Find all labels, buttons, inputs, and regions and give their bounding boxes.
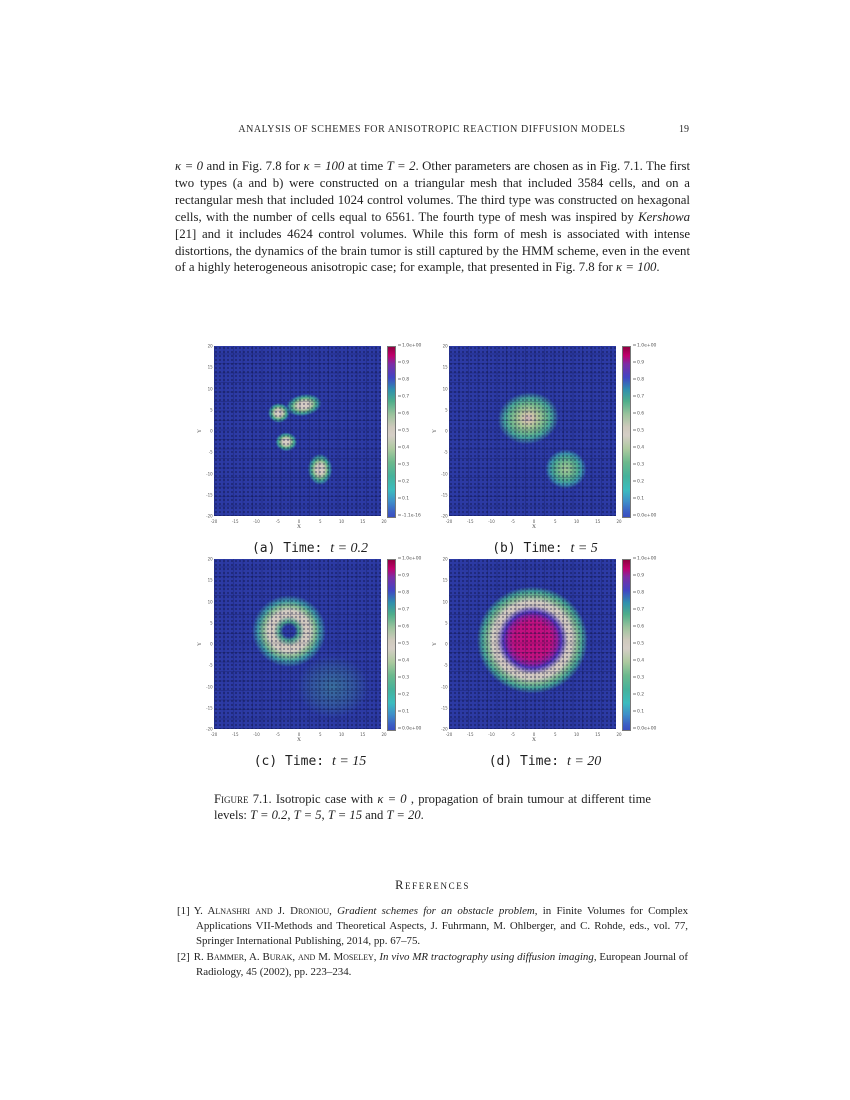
tumor-density-blobs: [214, 346, 381, 516]
inline-math: T = 2: [386, 159, 416, 173]
density-blob: [492, 386, 564, 450]
subfigure-caption: [431, 539, 659, 557]
running-head: [175, 124, 689, 135]
subcaption-prefix: (d) Time:: [488, 754, 567, 769]
body-paragraph: [175, 158, 690, 276]
figure-caption: [214, 791, 651, 824]
inline-math: T = 20: [386, 808, 421, 823]
subfigure-caption: [196, 539, 424, 557]
subcaption-math: t = 5: [570, 541, 598, 556]
colorbar: [622, 343, 659, 519]
heatmap-plot: [214, 346, 381, 516]
colorbar-gradient: [622, 346, 631, 518]
page-number: 19: [679, 124, 689, 135]
density-blob: [307, 453, 333, 485]
body-text: . Other parameters are chosen as in Fig. 7.1. The first two types (a and b) were constructed on a triangular mesh that included 3584 cells, and on a rectangular mesh that included 1024 control volumes. The third type was constructed on hexagonal cells, with the number of cells equal to 6561. The fourth type of mesh was inspired by: [175, 159, 691, 224]
italic-text: Kershowa: [638, 209, 690, 224]
x-axis-ticks: -20 -15 -10 -5 0 5 10 15 20: [445, 519, 622, 524]
reference-entry: [177, 950, 688, 980]
density-blob: [544, 449, 587, 490]
caption-text: and: [362, 808, 387, 823]
subcaption-prefix: (c) Time:: [253, 754, 332, 769]
colorbar-tick-labels: 1.0e+00 0.9 0.8 0.7 0.6 0.5 0.4 0.3 0.2 0.1 0.0e+00: [396, 559, 424, 729]
caption-text: ,: [321, 808, 328, 823]
density-blob: [251, 594, 328, 669]
inline-math: T = 15: [327, 808, 362, 823]
density-blob: [477, 586, 587, 693]
subcaption-prefix: (a) Time:: [251, 541, 331, 556]
y-axis-label: Y: [431, 642, 438, 646]
subcaption-math: t = 0.2: [330, 541, 369, 556]
x-axis-label: X: [297, 737, 301, 743]
references-heading: References: [395, 878, 470, 892]
body-text: and in Fig. 7.8 for: [203, 159, 304, 173]
heatmap-plot: [449, 559, 616, 729]
colorbar: [622, 556, 659, 732]
y-axis-ticks: 20 15 10 5 0 -5 -10 -15 -20: [441, 556, 448, 732]
body-text: at time: [344, 159, 387, 173]
reference-details: , in Finite Volumes for Complex Applications VII-Methods and Theoretical Aspects, J. Fuhrmann, M. Ohlberger, and C. Rohde, eds., vol. 77, Springer International Publishing, 2014, pp. 67–75.: [196, 905, 689, 947]
reference-number: [2]: [177, 950, 190, 963]
caption-text: Isotropic case with: [271, 792, 378, 806]
caption-text: ,: [287, 808, 294, 823]
colorbar-gradient: [622, 559, 631, 731]
subfigure-caption: [431, 752, 659, 770]
inline-math: κ = 100: [303, 159, 345, 173]
reference-number: [1]: [177, 905, 190, 917]
reference-authors: R. Bammer, A. Burak, and M. Moseley,: [193, 950, 380, 963]
colorbar-tick-labels: 1.0e+00 0.9 0.8 0.7 0.6 0.5 0.4 0.3 0.2 0.1 0.0e+00: [631, 559, 659, 729]
x-axis-ticks: -20 -15 -10 -5 0 5 10 15 20: [210, 519, 387, 524]
subfigure-c: [196, 556, 424, 770]
inline-math: κ = 0: [377, 792, 407, 806]
subcaption-prefix: (b) Time:: [492, 541, 571, 556]
tumor-density-blobs: [214, 559, 381, 729]
inline-math: κ = 0: [175, 159, 204, 173]
y-axis-label: Y: [431, 429, 438, 433]
caption-text: .: [420, 808, 424, 823]
subfigure-d: [431, 556, 659, 770]
x-axis-ticks: -20 -15 -10 -5 0 5 10 15 20: [445, 732, 622, 737]
inline-math: T = 0.2: [250, 808, 288, 823]
x-axis-label: X: [297, 524, 301, 530]
caption-text: , propagation of brain tumour at different time levels:: [214, 792, 651, 823]
body-text: [21] and it includes 4624 control volumes. While this form of mesh is associated with intense distortions, the dynamics of the brain tumor is still captured by the HMM scheme, even in the event of a highly heterogeneous anisotropic case; for example, that presented in Fig. 7.8 for: [175, 226, 690, 275]
y-axis-ticks: 20 15 10 5 0 -5 -10 -15 -20: [206, 556, 213, 732]
reference-entry: [177, 904, 688, 949]
heatmap-plot: [449, 346, 616, 516]
x-axis-ticks: -20 -15 -10 -5 0 5 10 15 20: [210, 732, 387, 737]
x-axis-label: X: [532, 524, 536, 530]
y-axis-label: Y: [196, 642, 203, 646]
density-blob: [267, 402, 290, 423]
y-axis-ticks: 20 15 10 5 0 -5 -10 -15 -20: [206, 343, 213, 519]
reference-authors: Y. Alnashri and J. Droniou,: [193, 905, 338, 917]
reference-title: Gradient schemes for an obstacle problem: [337, 905, 535, 917]
subcaption-math: t = 15: [331, 754, 367, 769]
subfigure-b: [431, 343, 659, 557]
reference-details: , European Journal of Radiology, 45 (2002), pp. 223–234.: [196, 950, 688, 978]
tumor-density-blobs: [449, 559, 616, 729]
density-blob: [275, 432, 298, 452]
references-section: [177, 878, 688, 981]
colorbar-tick-labels: 1.0e+00 0.9 0.8 0.7 0.6 0.5 0.4 0.3 0.2 0.1 -1.1e-16: [396, 346, 424, 516]
heatmap-plot: [214, 559, 381, 729]
tumor-density-blobs: [449, 346, 616, 516]
colorbar-tick-labels: 1.0e+00 0.9 0.8 0.7 0.6 0.5 0.4 0.3 0.2 0.1 0.0e+00: [631, 346, 659, 516]
y-axis-label: Y: [196, 429, 203, 433]
body-text: .: [656, 260, 660, 275]
y-axis-ticks: 20 15 10 5 0 -5 -10 -15 -20: [441, 343, 448, 519]
x-axis-label: X: [532, 737, 536, 743]
subfigure-a: [196, 343, 424, 557]
reference-title: In vivo MR tractography using diffusion imaging: [379, 950, 594, 963]
subfigure-caption: [196, 752, 424, 770]
inline-math: κ = 100: [616, 260, 657, 275]
inline-math: T = 5: [293, 808, 322, 823]
figure-caption-label: Figure 7.1.: [214, 792, 272, 806]
running-head-title: ANALYSIS OF SCHEMES FOR ANISOTROPIC REACTION DIFFUSION MODELS: [238, 124, 626, 135]
subcaption-math: t = 20: [566, 754, 602, 769]
